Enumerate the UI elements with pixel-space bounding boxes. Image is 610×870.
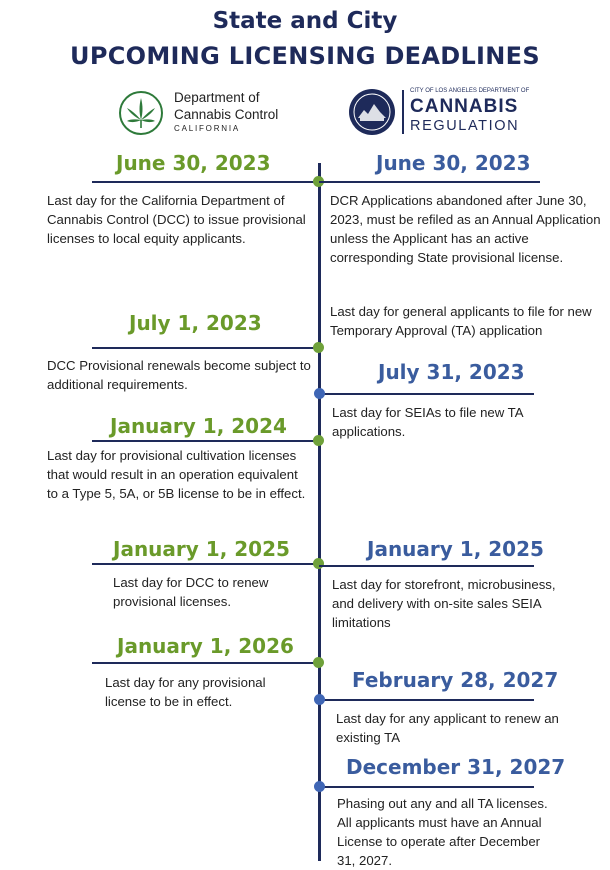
state-rule-2: [92, 347, 319, 349]
city-text-1: DCR Applications abandoned after June 30, 2023, must be refiled as an Annual Application unless the Applicant has an active corresponding State provisional license.: [330, 193, 601, 265]
state-text-1: Last day for the California Department of Cannabis Control (DCC) to issue provisional licenses to local equity applicants.: [47, 193, 306, 246]
state-dot-4: [313, 558, 324, 569]
city-seal-icon: [348, 88, 396, 136]
city-dot-5: [314, 781, 325, 792]
city-rule-3: [319, 565, 534, 567]
state-date-1: June 30, 2023: [116, 151, 271, 175]
city-rule-5: [319, 786, 534, 788]
dcr-logo: [348, 84, 548, 140]
state-rule-5: [92, 662, 319, 664]
state-dot-3: [313, 435, 324, 446]
city-dot-4: [314, 694, 325, 705]
page-title-line1: State and City: [212, 8, 398, 34]
city-dot-2: [314, 388, 325, 399]
city-text-5: Phasing out any and all TA licenses. All applicants must have an Annual License to operate after December 31, 2027.: [337, 796, 548, 868]
dcc-logo-line2: Cannabis Control: [174, 107, 279, 122]
state-text-3: Last day for provisional cultivation licenses that would result in an operation equivalent to a Type 5, 5A, or 5B license to be in effect.: [47, 448, 306, 501]
cannabis-leaf-icon: [118, 90, 164, 136]
state-rule-1: [92, 181, 319, 183]
timeline-spine: [318, 163, 321, 861]
city-date-1: June 30, 2023: [376, 151, 531, 175]
dcr-logo-divider: [402, 90, 404, 134]
city-rule-4: [319, 699, 534, 701]
state-dot-5: [313, 657, 324, 668]
state-dot-2: [313, 342, 324, 353]
city-date-3: January 1, 2025: [367, 537, 544, 561]
dcc-logo: [118, 88, 328, 138]
city-text-1b: Last day for general applicants to file for new Temporary Approval (TA) application: [330, 304, 592, 338]
dcr-logo-line1: CANNABIS: [410, 96, 519, 117]
city-rule-1: [319, 181, 540, 183]
state-rule-4: [92, 563, 319, 565]
city-text-2: Last day for SEIAs to file new TA applications.: [332, 405, 523, 439]
state-text-2: DCC Provisional renewals become subject to additional requirements.: [47, 358, 311, 392]
page-title-line2: UPCOMING LICENSING DEADLINES: [70, 42, 540, 70]
state-rule-3: [92, 440, 319, 442]
state-text-5: Last day for any provisional license to be in effect.: [105, 675, 266, 709]
dcc-logo-line1: Department of: [174, 90, 260, 105]
city-date-5: December 31, 2027: [346, 755, 566, 779]
city-text-4: Last day for any applicant to renew an existing TA: [336, 711, 559, 745]
city-text-3: Last day for storefront, microbusiness, and delivery with on-site sales SEIA limitations: [332, 577, 556, 630]
state-date-5: January 1, 2026: [117, 634, 294, 658]
dcc-logo-line3: CALIFORNIA: [174, 124, 241, 133]
state-date-3: January 1, 2024: [110, 414, 287, 438]
state-date-4: January 1, 2025: [113, 537, 290, 561]
city-date-2: July 31, 2023: [378, 360, 525, 384]
state-text-4: Last day for DCC to renew provisional licenses.: [113, 575, 269, 609]
state-date-2: July 1, 2023: [129, 311, 262, 335]
dcr-logo-top-line: CITY OF LOS ANGELES DEPARTMENT OF: [410, 88, 530, 94]
city-rule-2: [319, 393, 534, 395]
city-date-4: February 28, 2027: [352, 668, 559, 692]
dcr-logo-line2: REGULATION: [410, 118, 520, 134]
